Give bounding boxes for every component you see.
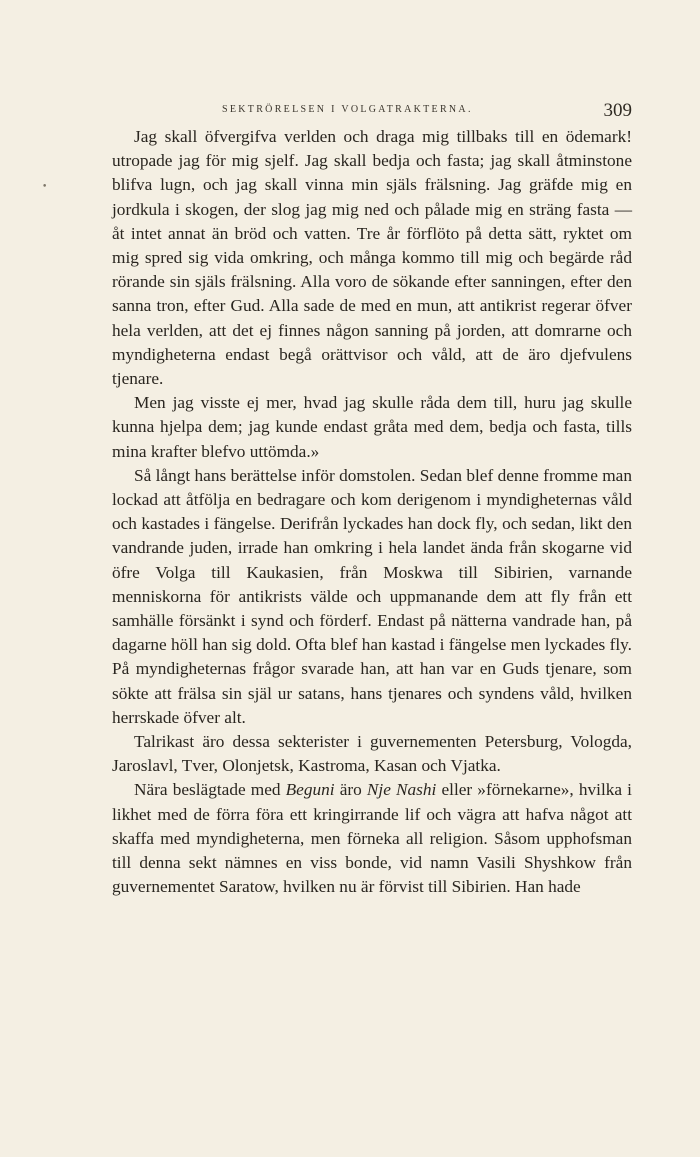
paragraph-text: eller »förnekarne», hvilka i likhet med de förra föra ett kringirrande lif och vägra att hafva något att skaffa med myndigheterna, men förneka all religion. Såsom upphofsman till denna sekt nämnes en viss bonde, vid namn Vasili Shyshkow från guvernementet Saratow, hvilken nu är förvist till Sibirien. Han hade <box>112 780 632 897</box>
paragraph: Men jag visste ej mer, hvad jag skulle råda dem till, huru jag skulle kunna hjelpa dem; jag kunde endast gråta med dem, bedja och fasta, tills mina krafter blefvo uttömda.» <box>112 393 632 461</box>
paragraph: Talrikast äro dessa sekterister i guvernementen Petersburg, Vologda, Jaroslavl, Tver, Olonjetsk, Kastroma, Kasan och Vjatka. <box>112 732 632 776</box>
running-title: SEKTRÖRELSEN I VOLGATRAKTERNA. <box>222 104 473 115</box>
body-text <box>112 125 632 900</box>
margin-dot: • <box>42 182 48 192</box>
page-number: 309 <box>603 100 632 121</box>
paragraph-text: äro <box>334 780 367 800</box>
paragraph-text: Nära beslägtade med <box>134 780 286 800</box>
paragraph: Så långt hans berättelse inför domstolen. Sedan blef denne fromme man lockad att åtfölja en bedragare och kom derigenom i myndigheternas våld och kastades i fängelse. Derifrån lyckades han dock fly, och sedan, likt den vandrande juden, irrade han omkring i hela landet ända från skogarne vid öfre Volga till Kaukasien, från Moskwa till Sibirien, varnande menniskorna för antikrists välde och uppmanande dem att fly från ett samhälle försänkt i synd och förderf. Endast på nätterna vandrade han, på dagarne höll han sig dold. Ofta blef han kastad i fängelse men lyckades fly. På myndigheternas frågor svarade han, att han var en Guds tjenare, som sökte att frälsa sin själ ur satans, hans tjenares och syndens våld, hvilken herrskade öfver alt. <box>112 465 632 727</box>
sect-name-nje-nashi: Nje Nashi <box>366 780 437 800</box>
paragraph <box>112 778 632 899</box>
paragraph: Jag skall öfvergifva verlden och draga mig tillbaks till en ödemark! utropade jag för mig sjelf. Jag skall bedja och fasta; jag skall åtminstone blifva lugn, och jag skall vinna min själs frälsning. Jag gräfde mig en jordkula i skogen, der slog jag mig ned och pålade mig en sträng fasta — åt intet annat än bröd och vatten. Tre år förflöto på detta sätt, ryktet om mig spred sig vida omkring, och många kommo till mig och begärde råd rörande sin själs frälsning. Alla voro de sökande efter sanningen, efter den sanna tron, efter Gud. Alla sade de med en mun, att antikrist regerar öfver hela verlden, att det ej finnes någon sanning på jorden, att domrarne och myndigheterna endast begå orättvisor och våld, att de äro djefvulens tjenare. <box>112 127 632 389</box>
running-header <box>112 100 632 124</box>
sect-name-beguni: Beguni <box>285 780 335 800</box>
